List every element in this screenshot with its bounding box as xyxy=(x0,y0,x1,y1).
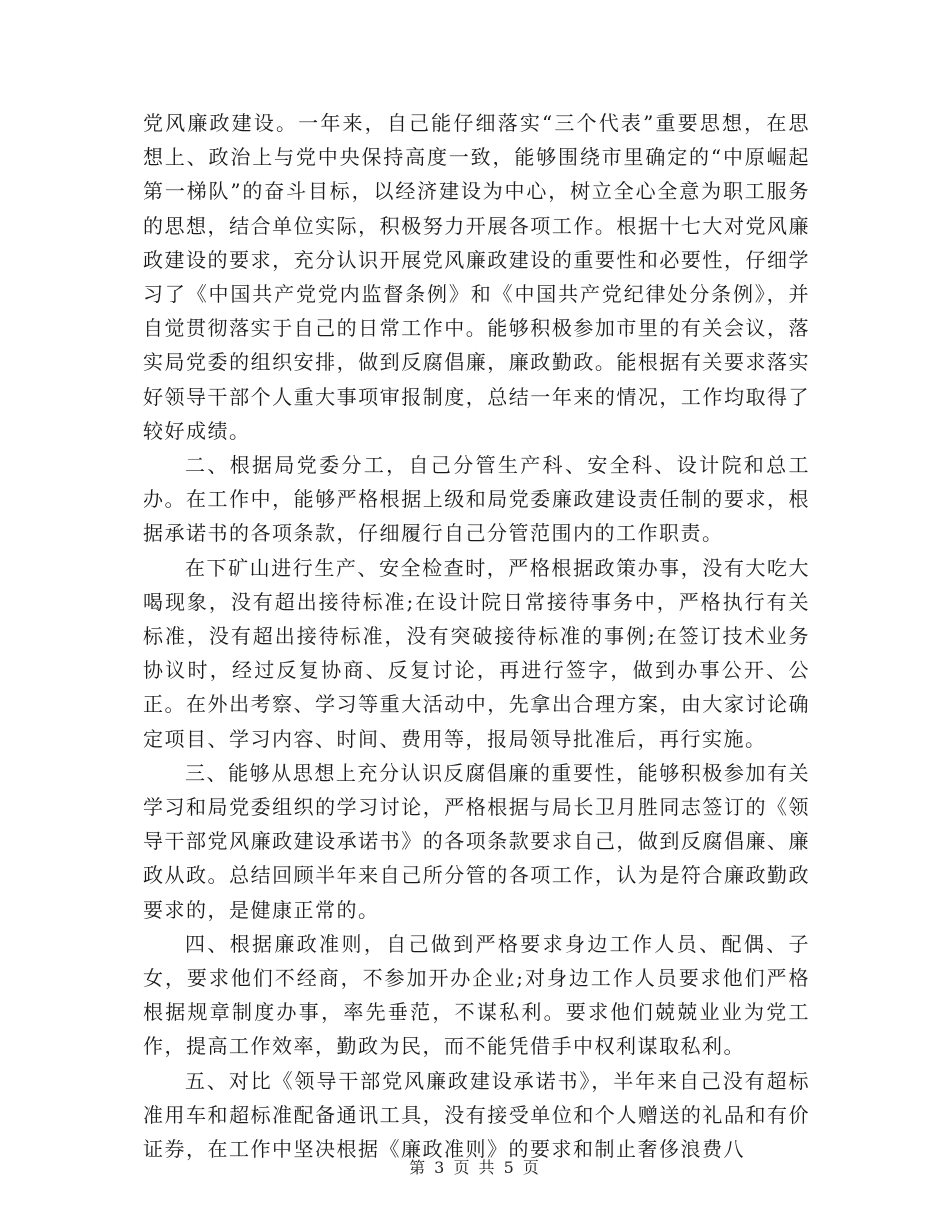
paragraph-item-four: 四、根据廉政准则，自己做到严格要求身边工作人员、配偶、子女，要求他们不经商，不参加开办企业;对身边工作人员要求他们严格根据规章制度办事，率先垂范，不谋私利。要求他们兢兢业业为党工作，提高工作效率，勤政为民，而不能凭借手中权利谋取私利。 xyxy=(143,931,810,1059)
paragraph-inspection: 在下矿山进行生产、安全检查时，严格根据政策办事，没有大吃大喝现象，没有超出接待标准;在设计院日常接待事务中，严格执行有关标准，没有超出接待标准，没有突破接待标准的事例;在签订技术业务协议时，经过反复协商、反复讨论，再进行签字，做到办事公开、公正。在外出考察、学习等重大活动中，先拿出合理方案，由大家讨论确定项目、学习内容、时间、费用等，报局领导批准后，再行实施。 xyxy=(143,555,810,751)
paragraph-item-three: 三、能够从思想上充分认识反腐倡廉的重要性，能够积极参加有关学习和局党委组织的学习讨论，严格根据与局长卫月胜同志签订的《领导干部党风廉政建设承诺书》的各项条款要求自己，做到反腐倡廉、廉政从政。总结回顾半年来自己所分管的各项工作，认为是符合廉政勤政要求的，是健康正常的。 xyxy=(143,760,810,922)
document-body xyxy=(143,106,810,1166)
paragraph-item-two: 二、根据局党委分工，自己分管生产科、安全科、设计院和总工办。在工作中，能够严格根据上级和局党委廉政建设责任制的要求，根据承诺书的各项条款，仔细履行自己分管范围内的工作职责。 xyxy=(143,453,810,546)
paragraph-continuation: 党风廉政建设。一年来，自己能仔细落实“三个代表”重要思想，在思想上、政治上与党中央保持高度一致，能够围绕市里确定的“中原崛起第一梯队”的奋斗目标，以经济建设为中心，树立全心全意为职工服务的思想，结合单位实际，积极努力开展各项工作。根据十七大对党风廉政建设的要求，充分认识开展党风廉政建设的重要性和必要性，仔细学习了《中国共产党党内监督条例》和《中国共产党纪律处分条例》，并自觉贯彻落实于自己的日常工作中。能够积极参加市里的有关会议，落实局党委的组织安排，做到反腐倡廉，廉政勤政。能根据有关要求落实好领导干部个人重大事项审报制度，总结一年来的情况，工作均取得了较好成绩。 xyxy=(143,111,810,443)
page-number-footer: 第 3 页 共 5 页 xyxy=(409,1158,541,1177)
paragraph-item-five: 五、对比《领导干部党风廉政建设承诺书》，半年来自己没有超标准用车和超标准配备通讯工具，没有接受单位和个人赠送的礼品和有价证券，在工作中坚决根据《廉政准则》的要求和制止奢侈浪费八 xyxy=(143,1068,810,1162)
